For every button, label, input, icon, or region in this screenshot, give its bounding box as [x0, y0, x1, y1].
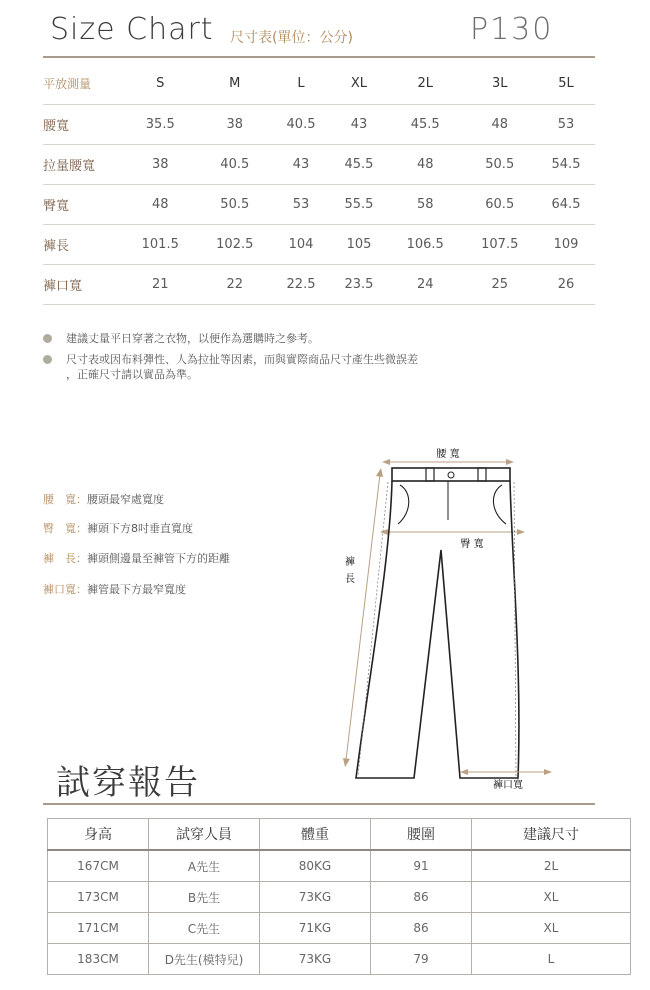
header-cell: XL	[330, 63, 388, 105]
table-cell: 45.5	[388, 105, 463, 145]
row-label: 拉量腰寬	[43, 145, 123, 185]
table-row	[43, 225, 595, 265]
length-label-2: 長	[345, 574, 355, 585]
table-cell: 25	[462, 265, 537, 305]
table-cell: 22.5	[272, 265, 330, 305]
header-cell: 建議尺寸	[472, 819, 631, 851]
table-cell: 38	[123, 145, 198, 185]
table-cell: 24	[388, 265, 463, 305]
hem-label: 褲口寬	[493, 780, 523, 790]
table-cell: 53	[272, 185, 330, 225]
table-cell: 26	[537, 265, 595, 305]
header-cell: M	[198, 63, 273, 105]
header-cell: 2L	[388, 63, 463, 105]
header-cell: 5L	[537, 63, 595, 105]
table-cell: 45.5	[330, 145, 388, 185]
table-cell: 55.5	[330, 185, 388, 225]
table-cell: 22	[198, 265, 273, 305]
pants-outline	[356, 468, 519, 778]
table-cell: D先生(模特兒)	[149, 944, 260, 975]
table-cell: 43	[272, 145, 330, 185]
length-label-1: 褲	[345, 557, 355, 568]
header-cell: 腰圍	[371, 819, 472, 851]
definition-term: 腰 寬：	[43, 493, 87, 506]
table-cell: 109	[537, 225, 595, 265]
table-cell: 173CM	[48, 882, 149, 913]
table-cell: 40.5	[198, 145, 273, 185]
table-cell: A先生	[149, 850, 260, 882]
table-row	[43, 145, 595, 185]
size-table-header	[43, 63, 595, 105]
table-cell: 50.5	[198, 185, 273, 225]
table-cell: 73KG	[260, 944, 371, 975]
header-cell: L	[272, 63, 330, 105]
table-cell: 107.5	[462, 225, 537, 265]
definition-length	[43, 550, 230, 566]
table-cell: 43	[330, 105, 388, 145]
table-cell: 73KG	[260, 882, 371, 913]
table-cell: 102.5	[198, 225, 273, 265]
bullet-icon	[43, 355, 52, 364]
waist-label: 腰 寬	[436, 449, 460, 460]
table-cell: L	[472, 944, 631, 975]
hip-label: 臀 寬	[460, 539, 484, 550]
table-cell: 86	[371, 882, 472, 913]
size-chart-title: Size Chart	[50, 12, 214, 47]
table-row	[43, 185, 595, 225]
product-code: P130	[470, 12, 554, 47]
table-cell: 80KG	[260, 850, 371, 882]
size-table	[43, 63, 595, 305]
table-cell: 58	[388, 185, 463, 225]
fit-report-title: 試穿報告	[56, 763, 200, 803]
table-cell: 54.5	[537, 145, 595, 185]
pants-measurement-diagram	[330, 440, 570, 790]
note-item	[43, 332, 319, 346]
header-cell: 體重	[260, 819, 371, 851]
row-label: 腰寬	[43, 105, 123, 145]
table-cell: XL	[472, 882, 631, 913]
table-row	[43, 265, 595, 305]
fit-report-table	[47, 818, 631, 975]
table-cell: 48	[388, 145, 463, 185]
hip-arrow	[380, 529, 525, 535]
definition-desc: 褲頭側邊量至褲管下方的距離	[87, 552, 230, 565]
definition-waist	[43, 491, 164, 507]
note-item	[43, 353, 418, 367]
table-cell: 91	[371, 850, 472, 882]
table-cell: 71KG	[260, 913, 371, 944]
row-label: 臀寬	[43, 185, 123, 225]
table-cell: 48	[462, 105, 537, 145]
table-cell: 60.5	[462, 185, 537, 225]
table-cell: 50.5	[462, 145, 537, 185]
table-cell: 183CM	[48, 944, 149, 975]
table-cell: 104	[272, 225, 330, 265]
table-cell: 86	[371, 913, 472, 944]
definition-desc: 褲頭下方8吋垂直寬度	[87, 522, 193, 535]
table-cell: 105	[330, 225, 388, 265]
definition-desc: 腰頭最窄處寬度	[87, 493, 164, 506]
note-text: 建議丈量平日穿著之衣物，以便作為選購時之參考。	[66, 332, 319, 345]
definition-hem	[43, 581, 186, 597]
row-label: 褲長	[43, 225, 123, 265]
definition-desc: 褲管最下方最窄寬度	[87, 583, 186, 596]
definition-term: 褲 長：	[43, 552, 87, 565]
table-cell: B先生	[149, 882, 260, 913]
table-cell: 106.5	[388, 225, 463, 265]
hem-arrow	[460, 769, 552, 775]
definition-term: 臀 寬：	[43, 522, 87, 535]
row-label: 褲口寬	[43, 265, 123, 305]
table-cell: 101.5	[123, 225, 198, 265]
stitching	[358, 482, 516, 776]
definition-hip	[43, 520, 193, 536]
note-continuation: ，正確尺寸請以實品為準。	[66, 368, 198, 381]
bullet-icon	[43, 334, 52, 343]
table-cell: 53	[537, 105, 595, 145]
header-cell: 平放測量	[43, 63, 123, 105]
table-cell: XL	[472, 913, 631, 944]
table-cell: 167CM	[48, 850, 149, 882]
table-cell: 23.5	[330, 265, 388, 305]
table-cell: 21	[123, 265, 198, 305]
fit-table-header	[48, 819, 631, 851]
table-row	[48, 944, 631, 975]
table-cell: C先生	[149, 913, 260, 944]
table-row	[48, 882, 631, 913]
header-cell: 試穿人員	[149, 819, 260, 851]
header-cell: 3L	[462, 63, 537, 105]
table-cell: 38	[198, 105, 273, 145]
table-row	[48, 913, 631, 944]
table-cell: 35.5	[123, 105, 198, 145]
fit-report-divider	[43, 803, 595, 805]
table-cell: 2L	[472, 850, 631, 882]
note-text: 尺寸表或因布料彈性、人為拉扯等因素，而與實際商品尺寸產生些微誤差	[66, 353, 418, 366]
header-cell: S	[123, 63, 198, 105]
table-cell: 64.5	[537, 185, 595, 225]
table-cell: 40.5	[272, 105, 330, 145]
table-cell: 79	[371, 944, 472, 975]
table-row	[43, 105, 595, 145]
table-cell: 48	[123, 185, 198, 225]
header-cell: 身高	[48, 819, 149, 851]
definition-term: 褲口寬：	[43, 583, 87, 596]
unit-subtitle: 尺寸表(單位：公分)	[230, 30, 353, 46]
header-divider	[43, 56, 595, 58]
table-row	[48, 850, 631, 882]
table-cell: 171CM	[48, 913, 149, 944]
